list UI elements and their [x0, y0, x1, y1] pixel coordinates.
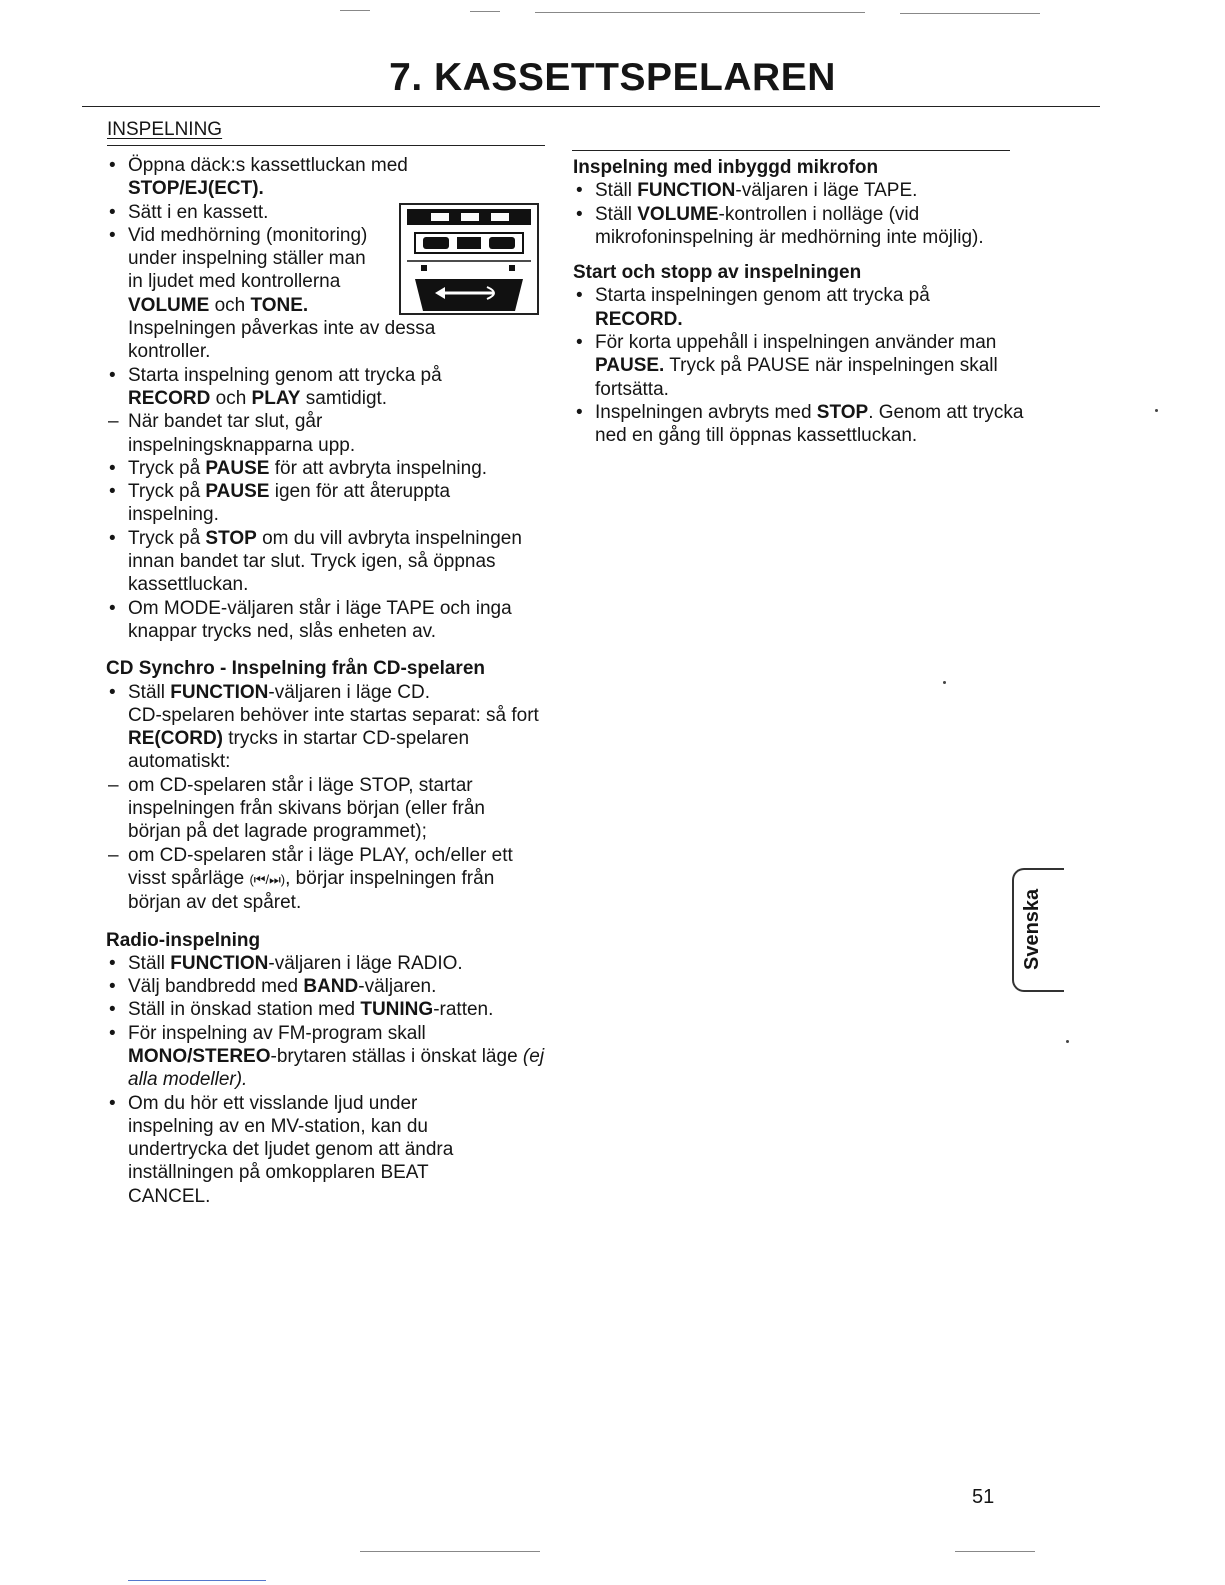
page-title: 7. KASSETTSPELAREN: [389, 56, 836, 99]
list-item: [106, 844, 548, 915]
list-item: [106, 410, 388, 457]
item-text: Starta inspelning genom att trycka på: [128, 364, 442, 386]
item-bold: FUNCTION: [170, 681, 269, 703]
scan-artifact: [955, 1551, 1035, 1552]
item-text: om CD-spelaren står i läge STOP, startar inspelningen från skivans början (eller från början på det lagrade programmet);: [128, 774, 485, 843]
list-item: [106, 480, 498, 527]
bullet-icon: •: [109, 952, 116, 974]
bullet-icon: •: [109, 457, 116, 479]
item-text: -brytaren ställas i önskat läge: [270, 1045, 518, 1067]
item-text: Starta inspelningen genom att trycka på: [595, 285, 930, 307]
item-text: Tryck på: [128, 481, 201, 503]
scan-artifact: [900, 13, 1040, 14]
bullet-icon: •: [576, 285, 583, 307]
column-rule-right: [572, 150, 1010, 151]
item-text: om du vill avbryta inspelningen innan bandet tar slut. Tryck igen, så öppnas kassettluckan.: [128, 527, 522, 596]
bullet-icon: •: [576, 203, 583, 225]
radio-heading: Radio-inspelning: [106, 929, 261, 951]
scan-speck: [1066, 1040, 1069, 1043]
list-item: [573, 331, 1005, 401]
list-item: [106, 154, 546, 201]
item-text: Välj bandbredd med: [128, 976, 299, 998]
item-text: och: [214, 294, 246, 316]
item-text: -väljaren i läge TAPE.: [735, 180, 918, 202]
list-item: [106, 1092, 498, 1208]
list-item: [106, 457, 546, 480]
item-bold: PAUSE.: [595, 355, 665, 377]
item-bold: FUNCTION: [170, 952, 269, 974]
item-bold: RE(CORD): [128, 728, 223, 750]
item-text: Ställ: [128, 681, 165, 703]
scan-speck: [1155, 409, 1158, 412]
bullet-icon: •: [109, 201, 116, 223]
bullet-icon: •: [109, 155, 116, 176]
item-text: under inspelning ställer man: [128, 248, 366, 270]
bullet-icon: •: [109, 527, 116, 549]
item-text: För korta uppehåll i inspelningen använder man: [595, 332, 997, 354]
dash-icon: –: [108, 774, 119, 796]
item-bold: PLAY: [251, 387, 301, 409]
list-item: [106, 681, 546, 774]
bullet-icon: •: [109, 681, 116, 703]
item-text: -väljaren i läge RADIO.: [268, 952, 463, 974]
title-rule: [82, 106, 1100, 107]
scan-artifact: [340, 10, 370, 11]
list-item: [106, 774, 526, 844]
scan-artifact: [535, 12, 865, 13]
scan-artifact: [128, 1580, 266, 1581]
item-text: in ljudet med kontrollerna: [128, 271, 341, 293]
item-text: Inspelningen påverkas inte av dessa kontroller.: [128, 318, 436, 363]
list-item: [106, 952, 546, 975]
item-bold: MONO/STEREO: [128, 1045, 271, 1067]
item-text: Tryck på PAUSE när inspelningen skall fortsätta.: [595, 355, 998, 400]
left-column: [106, 154, 546, 1208]
cd-synchro-heading: CD Synchro - Inspelning från CD-spelaren: [106, 658, 485, 680]
list-item: [106, 527, 526, 597]
item-text: om CD-spelaren står i läge PLAY, och/eller ett visst spårläge: [128, 844, 513, 889]
item-text: -väljaren.: [358, 976, 437, 998]
list-item: [106, 975, 546, 998]
item-bold: STOP: [816, 401, 869, 423]
bullet-icon: •: [109, 597, 116, 619]
scan-artifact: [470, 11, 500, 12]
item-bold: TONE.: [250, 294, 309, 316]
item-bold: PAUSE: [205, 481, 270, 503]
item-bold: RECORD.: [595, 308, 683, 330]
item-text: Om MODE-väljaren står i läge TAPE och inga knappar trycks ned, slås enheten av.: [128, 597, 512, 642]
item-text: För inspelning av FM-program skall: [128, 1022, 426, 1044]
item-text: Öppna däck:s kassettluckan med: [128, 155, 408, 176]
list-item: [573, 284, 1013, 331]
item-bold: STOP/EJ(ECT).: [128, 178, 264, 200]
mic-heading: Inspelning med inbyggd mikrofon: [573, 157, 879, 178]
section-heading-inspelning: INSPELNING: [107, 119, 223, 140]
item-text: Sätt i en kassett.: [128, 201, 269, 223]
item-text: Tryck på: [128, 457, 201, 479]
page-number: 51: [972, 1486, 995, 1508]
list-item: [106, 364, 546, 411]
item-text: trycks in startar CD-spelaren automatiskt:: [128, 728, 470, 773]
language-tab-label: Svenska: [1021, 888, 1043, 970]
bullet-icon: •: [109, 224, 116, 246]
scan-artifact: [360, 1551, 540, 1552]
bullet-icon: •: [109, 999, 116, 1021]
item-text: Ställ in önskad station med: [128, 999, 356, 1021]
list-item: [573, 203, 985, 250]
bullet-icon: •: [576, 180, 583, 202]
item-italic: (ej alla modeller).: [128, 1045, 545, 1091]
start-stop-heading: Start och stopp av inspelningen: [573, 262, 862, 284]
bullet-icon: •: [109, 1092, 116, 1114]
bullet-icon: •: [576, 332, 583, 354]
item-text: Ställ: [128, 952, 165, 974]
item-text: och: [215, 387, 247, 409]
list-item: [106, 597, 526, 644]
right-column: [573, 156, 1024, 448]
item-text: för att avbryta inspelning.: [274, 457, 488, 479]
list-item: [573, 179, 1013, 202]
item-bold: RECORD: [128, 387, 211, 409]
item-text: Om du hör ett visslande ljud under inspelning av en MV-station, kan du undertrycka det ljudet genom att ändra inställningen på omkopplaren BEAT CANCEL.: [128, 1092, 454, 1207]
bullet-icon: •: [576, 401, 583, 423]
item-bold: FUNCTION: [637, 180, 736, 202]
dash-icon: –: [108, 844, 119, 866]
item-text: CD-spelaren behöver inte startas separat: så fort: [128, 704, 539, 726]
item-text: . Genom att trycka ned en gång till öppnas kassettluckan.: [595, 401, 1024, 447]
item-bold: TUNING: [360, 999, 434, 1021]
item-text: Ställ: [595, 203, 632, 225]
scan-speck: [943, 681, 946, 684]
bullet-icon: •: [109, 364, 116, 386]
list-item: [573, 401, 1035, 448]
list-item: [106, 1022, 548, 1092]
item-text: samtidigt.: [305, 387, 388, 409]
bullet-icon: •: [109, 481, 116, 503]
item-text: Inspelningen avbryts med: [595, 401, 812, 423]
dash-icon: –: [108, 411, 119, 433]
bullet-icon: •: [109, 976, 116, 998]
item-bold: VOLUME: [637, 203, 719, 225]
item-text: Vid medhörning (monitoring): [128, 224, 368, 246]
item-text: När bandet tar slut, går inspelningsknapparna upp.: [128, 411, 356, 456]
list-item: [106, 998, 546, 1021]
item-bold: PAUSE: [205, 457, 270, 479]
column-rule-left: [107, 145, 545, 146]
item-text: Tryck på: [128, 527, 201, 549]
track-skip-icon: (⏮/⏭): [249, 871, 286, 887]
item-text: , börjar inspelningen från början av det spåret.: [128, 867, 495, 914]
bullet-icon: •: [109, 1022, 116, 1044]
item-bold: BAND: [303, 976, 359, 998]
item-text: -ratten.: [433, 999, 494, 1021]
item-text: igen för att återuppta inspelning.: [128, 481, 451, 526]
item-bold: STOP: [205, 527, 257, 549]
list-item: [106, 201, 546, 224]
item-text: -väljaren i läge CD.: [268, 681, 430, 703]
item-text: Ställ: [595, 180, 632, 202]
item-bold: VOLUME: [128, 294, 210, 316]
item-text: -kontrollen i nolläge (vid mikrofoninspelning är medhörning inte möjlig).: [595, 203, 984, 248]
list-item: [106, 224, 546, 364]
